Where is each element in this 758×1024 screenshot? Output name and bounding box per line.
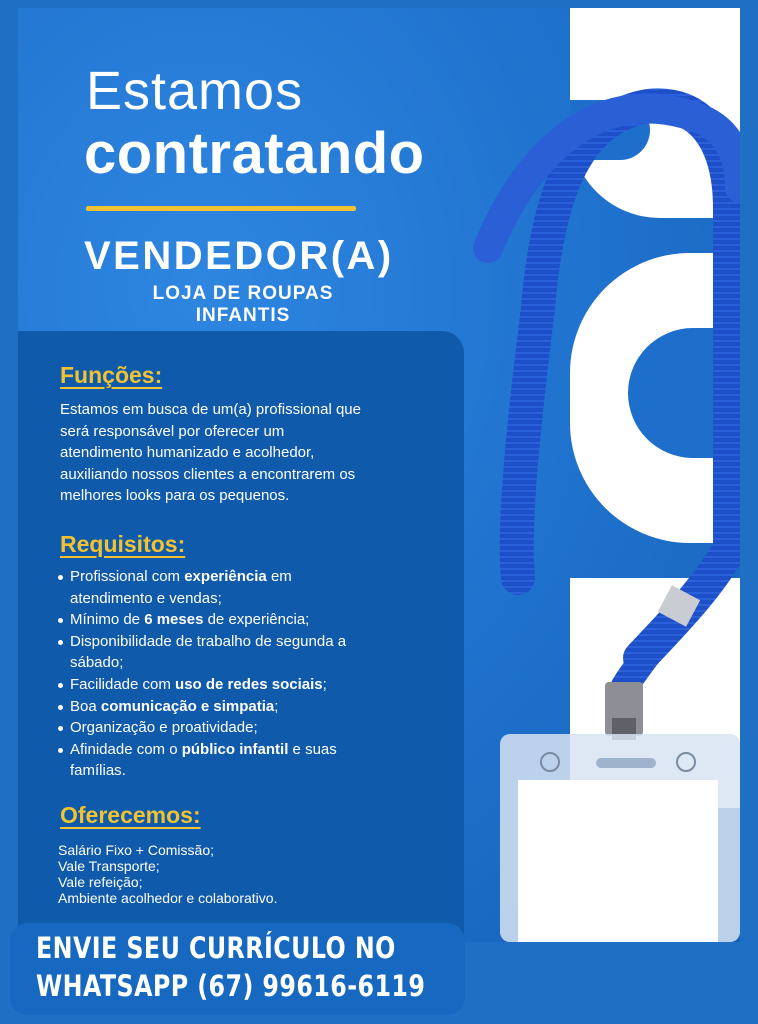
req-text: Afinidade com o xyxy=(70,740,182,758)
req-emphasis: uso de redes sociais xyxy=(175,675,323,693)
funcoes-line: auxiliando nossos clientes a encontrarem os xyxy=(60,465,356,483)
funcoes-line: atendimento humanizado e acolhedor, xyxy=(60,444,315,462)
job-subtitle-line-2: INFANTIS xyxy=(195,305,291,326)
req-emphasis: público infantil xyxy=(181,740,289,758)
req-emphasis: 6 meses xyxy=(144,611,204,629)
funcoes-line: melhores looks para os pequenos. xyxy=(60,487,290,505)
req-text: Facilidade com xyxy=(70,675,176,693)
headline-line-2: contratando xyxy=(84,121,425,186)
list-item: Vale refeição; xyxy=(58,874,143,890)
requisitos-list xyxy=(58,566,438,782)
oferecemos-list xyxy=(58,842,277,906)
job-title: VENDEDOR(A) xyxy=(84,234,394,278)
list-item: Salário Fixo + Comissão; xyxy=(58,842,215,858)
list-item xyxy=(58,631,438,674)
cta-line-2: WHATSAPP (67) 99616-6119 xyxy=(36,969,426,1003)
list-item xyxy=(58,566,438,609)
req-emphasis: experiência xyxy=(184,568,267,585)
req-text: Mínimo de xyxy=(70,611,145,629)
req-text: Disponibilidade de trabalho de segunda a xyxy=(70,632,347,650)
req-text: Boa xyxy=(70,697,101,715)
req-text: atendimento e vendas; xyxy=(70,589,222,607)
list-item xyxy=(58,696,438,718)
list-item: Ambiente acolhedor e colaborativo. xyxy=(58,890,278,906)
oferecemos-heading: Oferecemos: xyxy=(60,802,201,828)
funcoes-line: será responsável por oferecer um xyxy=(60,422,285,440)
req-text: de experiência; xyxy=(203,611,310,629)
req-text: e suas xyxy=(288,740,337,758)
req-text: Profissional com xyxy=(70,568,185,585)
list-item xyxy=(58,674,438,696)
cta-banner xyxy=(10,923,465,1015)
req-emphasis: comunicação e simpatia xyxy=(100,697,275,715)
list-item xyxy=(58,739,438,782)
funcoes-text xyxy=(60,399,361,507)
list-item xyxy=(58,609,438,631)
requisitos-heading: Requisitos: xyxy=(60,531,186,557)
funcoes-line: Estamos em busca de um(a) profissional que xyxy=(60,401,361,418)
req-text: em xyxy=(266,568,292,585)
req-text: Organização e proatividade; xyxy=(70,719,258,737)
req-text: ; xyxy=(322,675,327,693)
list-item xyxy=(58,717,438,739)
cta-line-1: ENVIE SEU CURRÍCULO NO xyxy=(36,931,396,965)
funcoes-heading: Funções: xyxy=(60,362,163,388)
req-text: famílias. xyxy=(70,762,126,780)
list-item: Vale Transporte; xyxy=(58,858,160,874)
headline-line-1: Estamos xyxy=(86,61,304,121)
job-subtitle-line-1: LOJA DE ROUPAS xyxy=(152,283,334,304)
req-text: sábado; xyxy=(70,654,124,672)
req-text: ; xyxy=(274,697,279,715)
